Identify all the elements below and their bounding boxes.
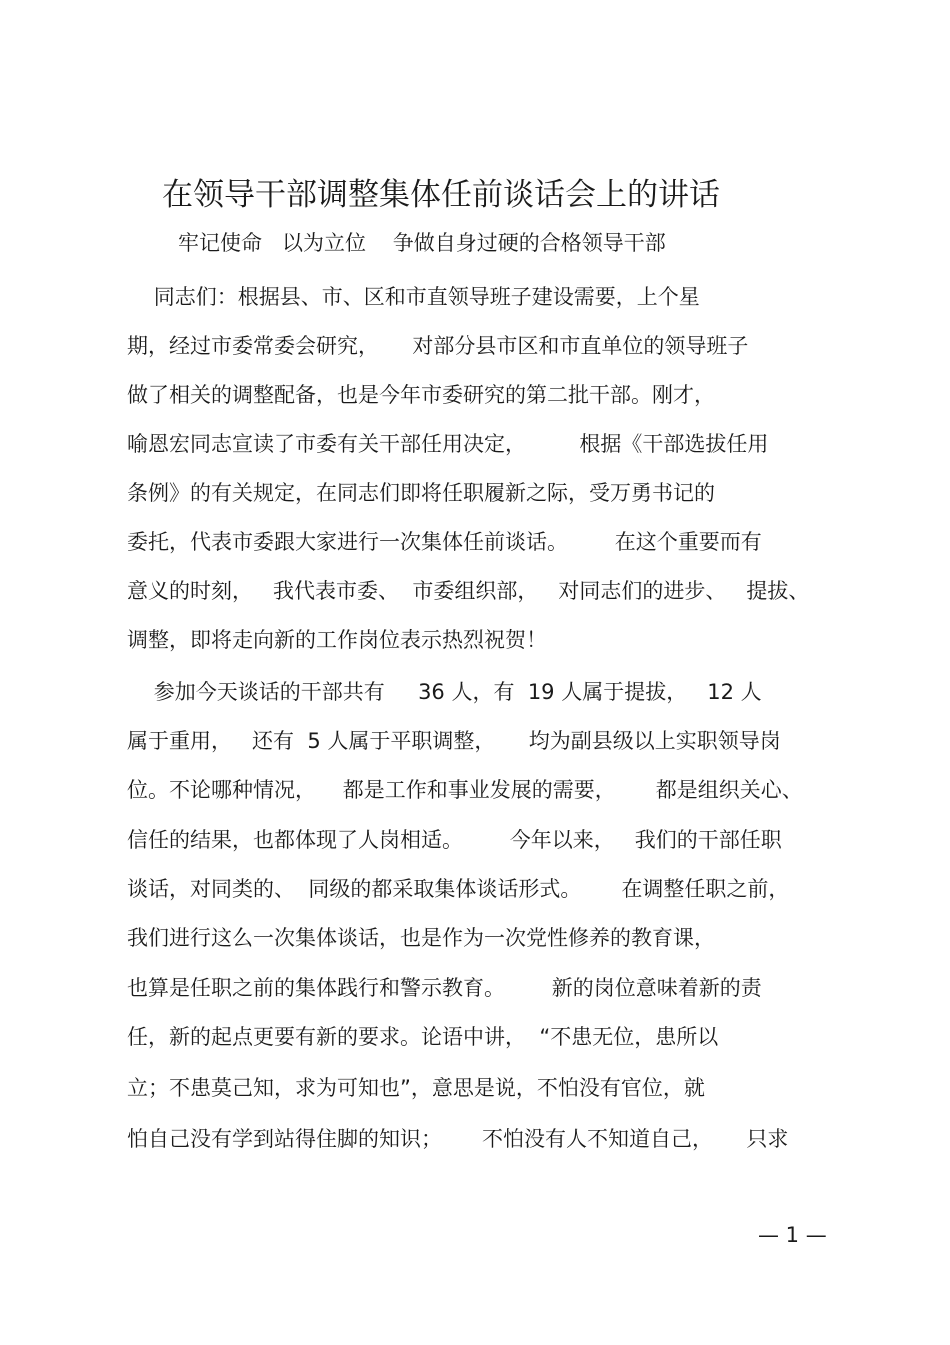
page-title: 在领导干部调整集体任前谈话会上的讲话: [162, 177, 720, 213]
page-subtitle: 牢记使命 以为立位 争做自身过硬的合格领导干部: [178, 231, 666, 255]
body-line: 参加今天谈话的干部共有 36 人，有 19 人属于提拔， 12 人: [127, 680, 762, 704]
body-line: 属于重用， 还有 5 人属于平职调整， 均为副县级以上实职领导岗: [127, 729, 781, 753]
body-line: 做了相关的调整配备，也是今年市委研究的第二批干部。刚才，: [127, 383, 715, 407]
body-line: 喻恩宏同志宣读了市委有关干部任用决定， 根据《干部选拔任用: [127, 432, 769, 456]
body-line: 我们进行这么一次集体谈话，也是作为一次党性修养的教育课，: [127, 926, 715, 950]
body-line: 调整，即将走向新的工作岗位表示热烈祝贺！: [127, 628, 547, 652]
body-line: 信任的结果，也都体现了人岗相适。 今年以来， 我们的干部任职: [127, 828, 782, 852]
body-line: 意义的时刻， 我代表市委、 市委组织部， 对同志们的进步、 提拔、: [127, 579, 810, 603]
body-line: 位。不论哪种情况， 都是工作和事业发展的需要， 都是组织关心、: [127, 778, 803, 802]
body-line: 委托，代表市委跟大家进行一次集体任前谈话。 在这个重要而有: [127, 530, 762, 554]
body-line: 谈话，对同类的、 同级的都采取集体谈话形式。 在调整任职之前，: [127, 877, 790, 901]
body-line: 怕自己没有学到站得住脚的知识； 不怕没有人不知道自己， 只求: [127, 1127, 789, 1151]
body-line: 条例》的有关规定，在同志们即将任职履新之际，受万勇书记的: [127, 481, 715, 505]
body-line: 任，新的起点更要有新的要求。论语中讲， “不患无位，患所以: [127, 1025, 719, 1049]
body-line: 也算是任职之前的集体践行和警示教育。 新的岗位意味着新的责: [127, 976, 762, 1000]
body-line: 期，经过市委常委会研究， 对部分县市区和市直单位的领导班子: [127, 334, 749, 358]
page-number: — 1 —: [758, 1223, 827, 1247]
body-line: 同志们：根据县、市、区和市直领导班子建设需要，上个星: [127, 285, 700, 309]
body-line: 立；不患莫己知，求为可知也”，意思是说，不怕没有官位，就: [127, 1076, 705, 1100]
